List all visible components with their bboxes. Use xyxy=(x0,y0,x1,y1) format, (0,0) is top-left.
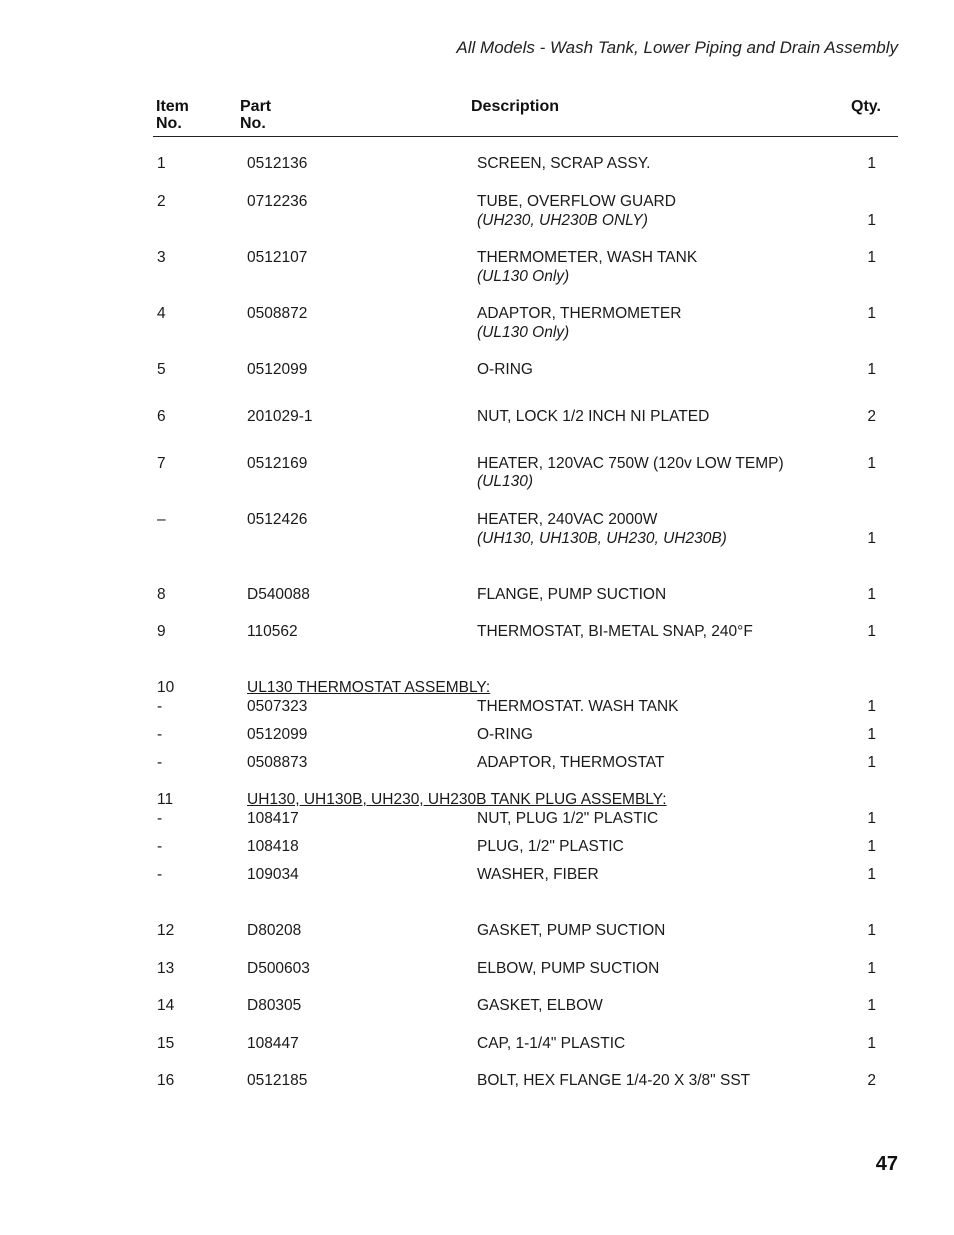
item-number: 8 xyxy=(157,586,166,603)
item-number: 10 xyxy=(157,679,175,696)
description: HEATER, 120VAC 750W (120v LOW TEMP) xyxy=(477,455,784,472)
quantity: 1 xyxy=(867,1035,876,1052)
quantity: 1 xyxy=(867,726,876,743)
quantity: 1 xyxy=(867,754,876,771)
description: FLANGE, PUMP SUCTION xyxy=(477,586,667,603)
description: CAP, 1-1/4" PLASTIC xyxy=(477,1035,626,1052)
item-number: 3 xyxy=(157,249,166,266)
item-number: 2 xyxy=(157,193,166,210)
item-number: - xyxy=(157,698,163,715)
item-number: - xyxy=(157,866,163,883)
quantity: 1 xyxy=(867,212,876,229)
model-note: (UL130) xyxy=(477,473,533,490)
assembly-heading: UH130, UH130B, UH230, UH230B TANK PLUG ASSEMBLY: xyxy=(247,791,667,808)
quantity: 1 xyxy=(867,530,876,547)
col-head-item-line1: Item xyxy=(156,98,189,115)
col-head-part xyxy=(240,98,271,132)
description: THERMOSTAT, BI-METAL SNAP, 240°F xyxy=(477,623,753,640)
description: TUBE, OVERFLOW GUARD xyxy=(477,193,676,210)
item-number: 16 xyxy=(157,1072,175,1089)
description: ADAPTOR, THERMOSTAT xyxy=(477,754,665,771)
quantity: 1 xyxy=(867,155,876,172)
part-number: 108417 xyxy=(247,810,299,827)
part-number: 0512169 xyxy=(247,455,308,472)
description: O-RING xyxy=(477,361,533,378)
description: NUT, LOCK 1/2 INCH NI PLATED xyxy=(477,408,710,425)
part-number: 0512136 xyxy=(247,155,308,172)
col-head-qty: Qty. xyxy=(851,98,881,115)
quantity: 2 xyxy=(867,408,876,425)
part-number: 108418 xyxy=(247,838,299,855)
part-number: 0507323 xyxy=(247,698,308,715)
description: HEATER, 240VAC 2000W xyxy=(477,511,658,528)
description: SCREEN, SCRAP ASSY. xyxy=(477,155,651,172)
part-number: 0512185 xyxy=(247,1072,308,1089)
assembly-heading: UL130 THERMOSTAT ASSEMBLY: xyxy=(247,679,491,696)
part-number: D80208 xyxy=(247,922,302,939)
item-number: 14 xyxy=(157,997,175,1014)
item-number: 11 xyxy=(157,791,174,808)
col-head-description: Description xyxy=(471,98,560,115)
col-head-item xyxy=(156,98,189,132)
item-number: 7 xyxy=(157,455,166,472)
part-number: 0512099 xyxy=(247,361,308,378)
item-number: 15 xyxy=(157,1035,175,1052)
description: O-RING xyxy=(477,726,533,743)
item-number: 5 xyxy=(157,361,166,378)
model-note: (UL130 Only) xyxy=(477,268,570,285)
description: THERMOSTAT. WASH TANK xyxy=(477,698,679,715)
item-number: 4 xyxy=(157,305,166,322)
item-number: 12 xyxy=(157,922,175,939)
description: ELBOW, PUMP SUCTION xyxy=(477,960,660,977)
quantity: 1 xyxy=(867,586,876,603)
quantity: 1 xyxy=(867,810,876,827)
description: GASKET, PUMP SUCTION xyxy=(477,922,666,939)
part-number: 108447 xyxy=(247,1035,299,1052)
item-number: - xyxy=(157,838,163,855)
item-number: - xyxy=(157,810,163,827)
quantity: 1 xyxy=(867,960,876,977)
description: PLUG, 1/2" PLASTIC xyxy=(477,838,624,855)
col-head-item-line2: No. xyxy=(156,115,182,132)
part-number: D540088 xyxy=(247,586,310,603)
description: ADAPTOR, THERMOMETER xyxy=(477,305,682,322)
quantity: 1 xyxy=(867,305,876,322)
description: BOLT, HEX FLANGE 1/4-20 X 3/8" SST xyxy=(477,1072,751,1089)
item-number: 9 xyxy=(157,623,166,640)
item-number: 1 xyxy=(157,155,166,172)
item-number: 6 xyxy=(157,408,166,425)
quantity: 1 xyxy=(867,249,876,266)
header-rule xyxy=(153,136,898,137)
part-number: D500603 xyxy=(247,960,310,977)
item-number: 13 xyxy=(157,960,175,977)
quantity: 1 xyxy=(867,455,876,472)
part-number: 110562 xyxy=(247,623,298,640)
item-number: - xyxy=(157,754,163,771)
col-head-part-line1: Part xyxy=(240,98,272,115)
page-number: 47 xyxy=(875,1153,898,1175)
quantity: 1 xyxy=(867,698,876,715)
part-number: 0712236 xyxy=(247,193,308,210)
model-note: (UL130 Only) xyxy=(477,324,570,341)
description: GASKET, ELBOW xyxy=(477,997,603,1014)
description: NUT, PLUG 1/2" PLASTIC xyxy=(477,810,659,827)
part-number: 0508872 xyxy=(247,305,308,322)
part-number: 0512426 xyxy=(247,511,308,528)
quantity: 1 xyxy=(867,838,876,855)
part-number: D80305 xyxy=(247,997,302,1014)
model-note: (UH230, UH230B ONLY) xyxy=(477,212,648,229)
description: WASHER, FIBER xyxy=(477,866,599,883)
description: THERMOMETER, WASH TANK xyxy=(477,249,698,266)
item-number: – xyxy=(157,511,166,528)
part-number: 0508873 xyxy=(247,754,308,771)
model-note: (UH130, UH130B, UH230, UH230B) xyxy=(477,530,727,547)
part-number: 109034 xyxy=(247,866,299,883)
quantity: 1 xyxy=(867,866,876,883)
quantity: 2 xyxy=(867,1072,876,1089)
quantity: 1 xyxy=(867,623,876,640)
quantity: 1 xyxy=(867,361,876,378)
part-number: 0512099 xyxy=(247,726,308,743)
page-title: All Models - Wash Tank, Lower Piping and Drain Assembly xyxy=(456,38,898,57)
quantity: 1 xyxy=(867,997,876,1014)
part-number: 201029-1 xyxy=(247,408,313,425)
col-head-part-line2: No. xyxy=(240,115,266,132)
part-number: 0512107 xyxy=(247,249,308,266)
quantity: 1 xyxy=(867,922,876,939)
item-number: - xyxy=(157,726,163,743)
